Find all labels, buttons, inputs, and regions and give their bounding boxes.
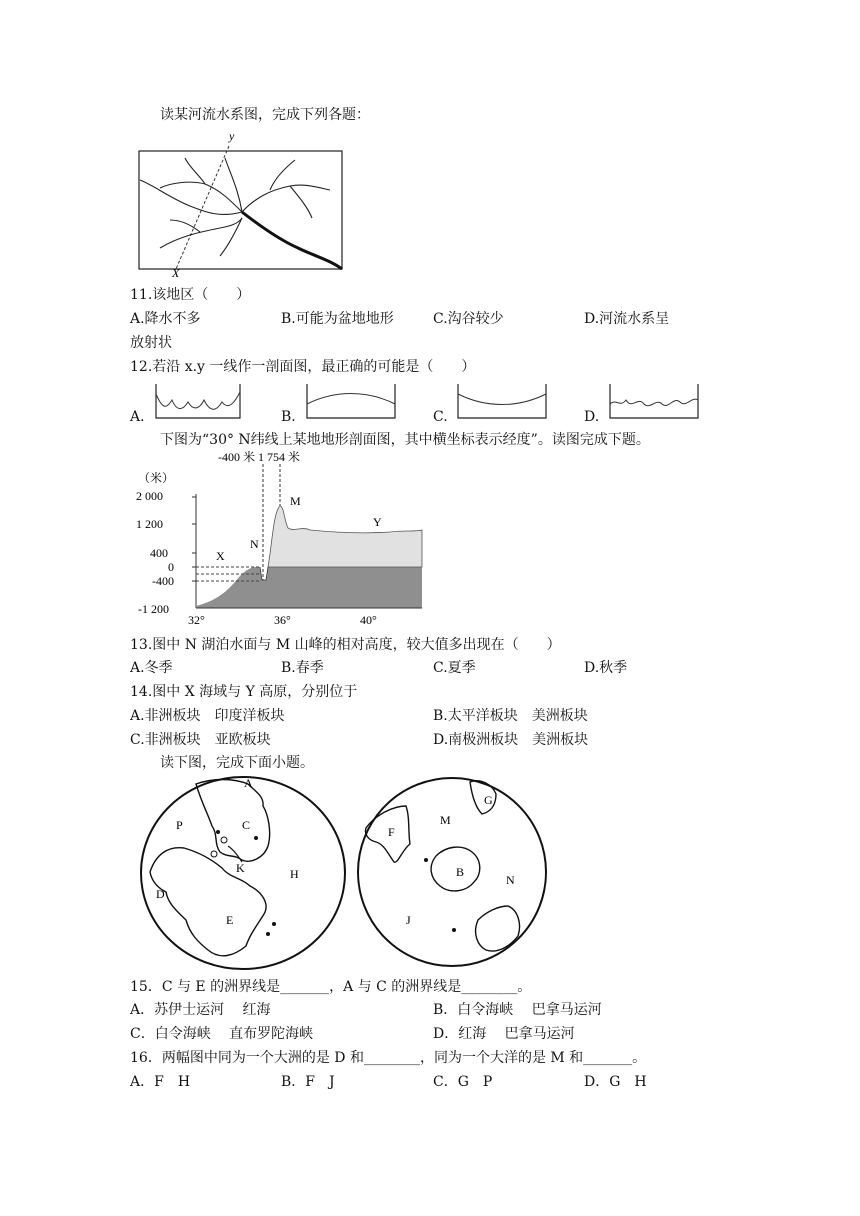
globe-right-M: M [440, 813, 451, 827]
q11-option-d-continued: 放射状 [130, 335, 172, 351]
q11-option-b[interactable]: B.可能为盆地地形 [281, 311, 394, 327]
x-tick-32: 32° [188, 613, 205, 627]
intro-globes: 读下图，完成下面小题。 [160, 755, 314, 771]
q11-option-c[interactable]: C.沟谷较少 [433, 311, 504, 327]
profile-top-label: -400 米 1 754 米 [218, 450, 300, 464]
x-label: X [172, 266, 180, 278]
q11-option-a[interactable]: A.降水不多 [130, 311, 201, 327]
q15-option-b[interactable]: B．白令海峡 巴拿马运河 [433, 1002, 602, 1018]
label-X: X [216, 549, 225, 563]
label-M: M [290, 494, 301, 508]
terrain-profile-figure [130, 450, 430, 628]
intro-river-system: 读某河流水系图，完成下列各题： [160, 107, 370, 123]
q16-option-b[interactable]: B．F J [281, 1074, 335, 1090]
globe-left-E: E [226, 913, 234, 927]
q13-option-a[interactable]: A.冬季 [130, 660, 173, 676]
profile-unit: （米） [138, 471, 175, 485]
q13-option-c[interactable]: C.夏季 [433, 660, 476, 676]
q14-stem: 14.图中 X 海域与 Y 高原，分别位于 [130, 684, 358, 700]
y-tick-0: 0 [168, 560, 174, 574]
q13-option-d[interactable]: D.秋季 [584, 660, 628, 676]
globe-left-H: H [290, 867, 299, 881]
globe-left-K: K [236, 861, 245, 875]
q15-stem: 15．C 与 E 的洲界线是_______，A 与 C 的洲界线是________。 [130, 979, 532, 995]
q12-option-c[interactable]: C. [433, 409, 448, 425]
globe-left-P: P [176, 818, 183, 832]
q15-option-c[interactable]: C．白令海峡 直布罗陀海峡 [130, 1026, 314, 1042]
y-tick-neg1200: -1 200 [138, 602, 169, 616]
q14-option-c[interactable]: C.非洲板块 亚欧板块 [130, 732, 271, 748]
x-tick-40: 40° [360, 613, 377, 627]
globe-right-B: B [456, 865, 465, 879]
label-N: N [250, 537, 259, 551]
q11-option-d[interactable]: D.河流水系呈 [584, 311, 670, 327]
y-tick-1200: 1 200 [136, 517, 163, 531]
globe-left-C: C [242, 818, 251, 832]
q15-option-a[interactable]: A．苏伊士运河 红海 [130, 1002, 271, 1018]
globe-right-J: J [406, 913, 411, 927]
q13-stem: 13.图中 N 湖泊水面与 M 山峰的相对高度，较大值多出现在（ ） [130, 637, 561, 653]
y-tick-2000: 2 000 [136, 489, 163, 503]
left-globe-figure [138, 774, 348, 972]
q12-stem: 12.若沿 x.y 一线作一剖面图，最正确的可能是（ ） [130, 359, 476, 375]
river-system-figure [130, 128, 352, 278]
q16-option-d[interactable]: D．G H [584, 1074, 647, 1090]
q16-option-a[interactable]: A．F H [130, 1074, 191, 1090]
globe-right-F: F [388, 825, 395, 839]
q13-option-b[interactable]: B.春季 [281, 660, 324, 676]
globe-left-A: A [244, 776, 253, 790]
label-Y: Y [373, 515, 382, 529]
x-tick-36: 36° [274, 613, 291, 627]
q12-option-d[interactable]: D. [584, 409, 600, 425]
q16-stem: 16．两幅图中同为一个大洲的是 D 和________，同为一个大洋的是 M 和_______。 [130, 1050, 647, 1066]
q14-option-b[interactable]: B.太平洋板块 美洲板块 [433, 708, 588, 724]
q12-profile-c [456, 382, 548, 420]
y-tick-neg400: -400 [152, 574, 174, 588]
q11-stem: 11.该地区（ ） [130, 287, 251, 303]
y-tick-400: 400 [150, 546, 168, 560]
q14-option-a[interactable]: A.非洲板块 印度洋板块 [130, 708, 285, 724]
globe-right-G: G [484, 793, 493, 807]
q12-option-b[interactable]: B. [281, 409, 296, 425]
q12-profile-a [154, 382, 242, 420]
q16-option-c[interactable]: C．G P [433, 1074, 493, 1090]
right-globe-figure [354, 774, 550, 970]
q15-option-d[interactable]: D．红海 巴拿马运河 [433, 1026, 575, 1042]
q12-profile-b [305, 382, 397, 420]
globe-right-N: N [506, 873, 515, 887]
y-label: y [229, 129, 235, 143]
q12-option-a[interactable]: A. [130, 409, 145, 425]
intro-profile: 下图为“30° N纬线上某地地形剖面图，其中横坐标表示经度”。读图完成下题。 [160, 432, 650, 448]
globe-left-D: D [156, 887, 165, 901]
q14-option-d[interactable]: D.南极洲板块 美洲板块 [433, 732, 589, 748]
q12-profile-d [608, 382, 700, 420]
